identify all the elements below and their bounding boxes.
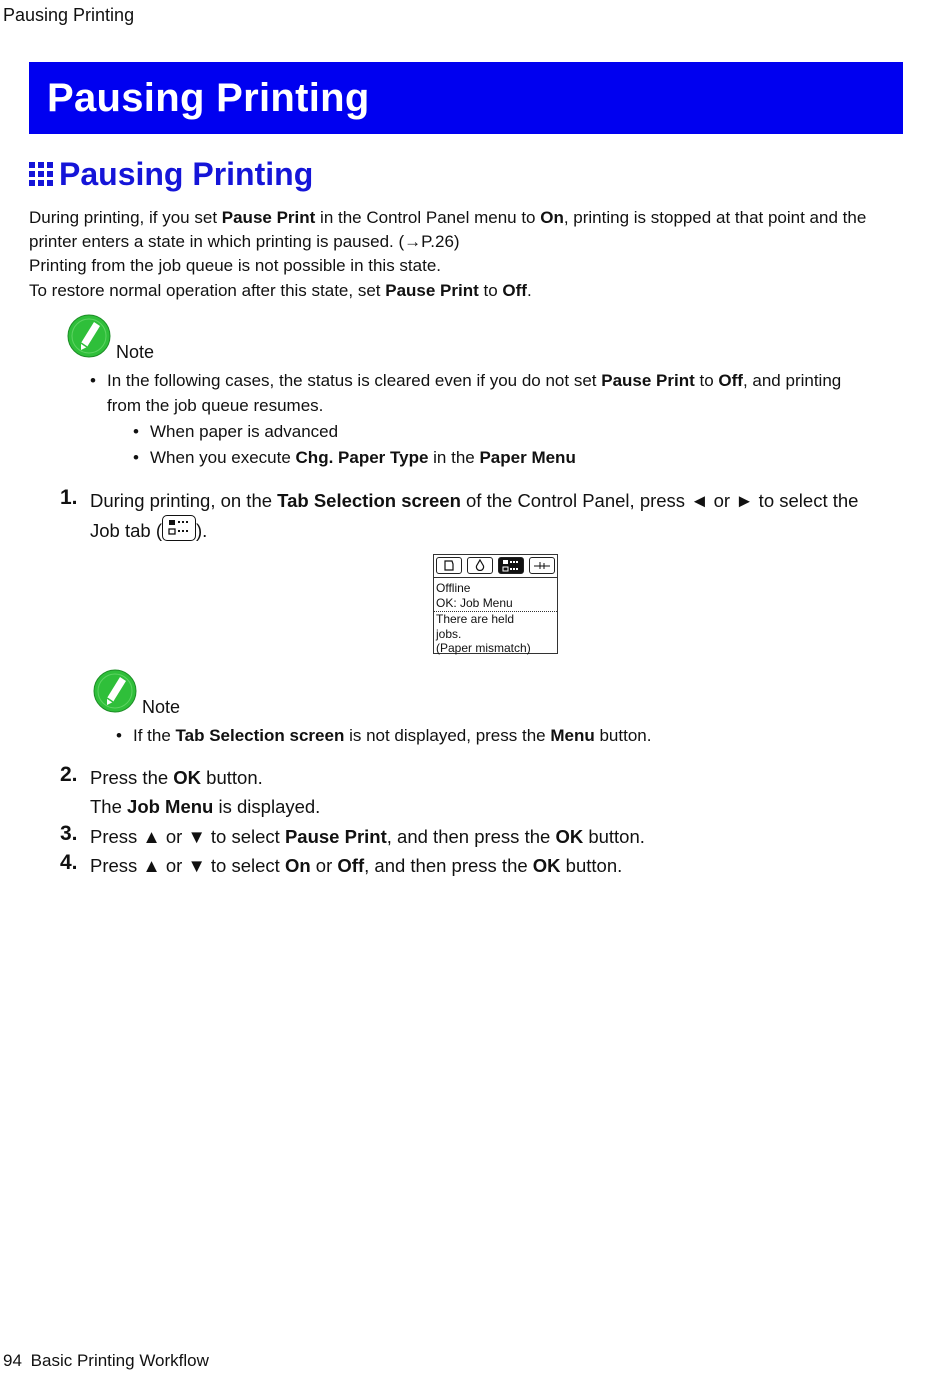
note-bullets: [116, 723, 913, 748]
step-2-text: Press the OK button. The Job Menu is displayed.: [90, 767, 321, 817]
section-heading: [29, 154, 313, 194]
intro-paragraph: [29, 206, 909, 303]
lcd-hint: OK: Job Menu: [436, 595, 513, 610]
chapter-banner: [29, 62, 903, 134]
step-number: 2.: [60, 763, 78, 786]
step-1-text: During printing, on the Tab Selection screen of the Control Panel, press ◄ or ► to select the Job tab ( ).: [90, 490, 859, 541]
intro-line-1: During printing, if you set Pause Print in the Control Panel menu to On, printing is stopped at that point and the: [29, 208, 867, 227]
lcd-message: (Paper mismatch): [436, 641, 531, 655]
note-bullet: • If the Tab Selection screen is not displayed, press the Menu button.: [116, 726, 652, 745]
step-3-text: Press ▲ or ▼ to select Pause Print, and then press the OK button.: [90, 826, 645, 847]
job-tab-icon: [162, 515, 196, 541]
note-pencil-icon: [93, 669, 137, 713]
step-4-text: Press ▲ or ▼ to select On or Off, and then press the OK button.: [90, 855, 623, 876]
lcd-screen: [433, 554, 558, 654]
step-number: 3.: [60, 822, 78, 845]
note-label: Note: [142, 697, 181, 717]
lcd-tab-bar: [434, 555, 557, 578]
section-title: Pausing Printing: [59, 155, 314, 192]
banner-title: Pausing Printing: [47, 76, 370, 120]
note-sub-bullet: • When you execute Chg. Paper Type in the Paper Menu: [133, 448, 576, 467]
note-bullet-line-2: from the job queue resumes.: [107, 396, 324, 415]
note-bullet: • In the following cases, the status is cleared even if you do not set Pause Print to Off, and printing: [90, 371, 842, 390]
chapter-name: Basic Printing Workflow: [30, 1351, 209, 1370]
lcd-message: There are held: [436, 612, 515, 626]
lcd-message: jobs.: [436, 626, 462, 641]
intro-line-2: printer enters a state in which printing is paused. (→P.26): [29, 232, 460, 252]
page-number: 94: [3, 1351, 22, 1370]
grid-icon: [29, 162, 53, 186]
page-footer: [3, 1351, 209, 1371]
note-sub-bullet: • When paper is advanced: [133, 422, 339, 441]
job-tab-icon: [498, 557, 524, 574]
note-pencil-icon: [67, 314, 111, 358]
step-number: 1.: [60, 486, 78, 509]
running-head: Pausing Printing: [3, 5, 135, 25]
ink-tab-icon: [467, 557, 493, 574]
note-label: Note: [116, 342, 155, 362]
intro-line-4: To restore normal operation after this state, set Pause Print to Off.: [29, 280, 532, 300]
intro-line-3: Printing from the job queue is not possible in this state.: [29, 256, 442, 276]
settings-tab-icon: [529, 557, 555, 574]
note-bullets: [90, 368, 907, 470]
paper-tab-icon: [436, 557, 462, 574]
lcd-status: Offline: [436, 581, 471, 595]
step-number: 4.: [60, 851, 78, 874]
